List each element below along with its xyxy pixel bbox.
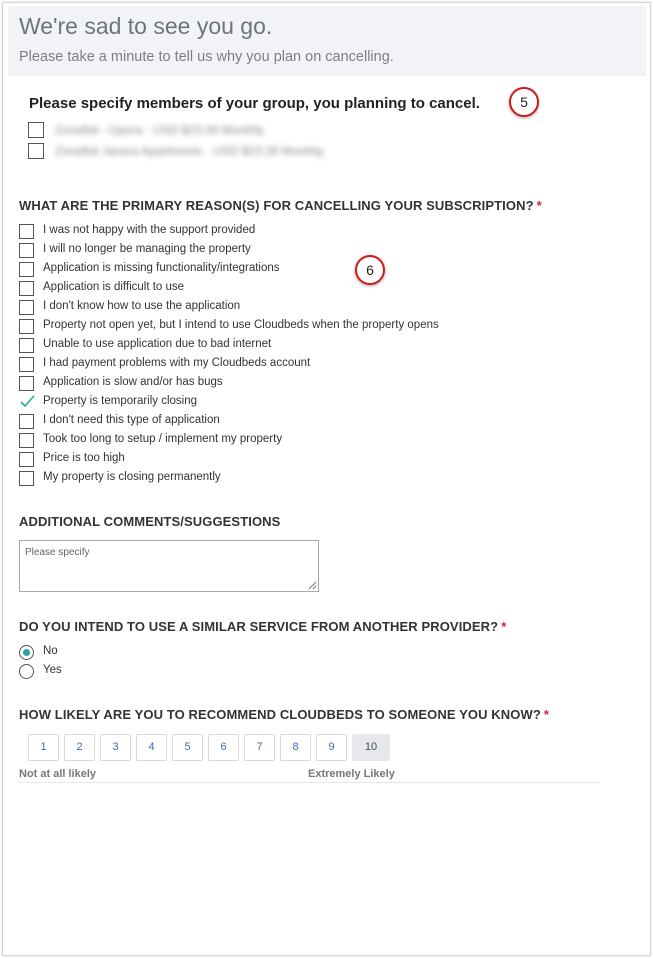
reason-checkbox[interactable] bbox=[19, 281, 34, 296]
reason-label: Application is difficult to use bbox=[43, 281, 185, 293]
reason-label: Property not open yet, but I intend to use Cloudbeds when the property opens bbox=[43, 319, 439, 331]
reason-checkbox[interactable] bbox=[19, 471, 34, 486]
members-title: Please specify members of your group, you planning to cancel. bbox=[29, 95, 480, 112]
scale-button-8[interactable]: 8 bbox=[280, 734, 311, 761]
reason-label: I will no longer be managing the property bbox=[43, 243, 251, 255]
comments-placeholder: Please specify bbox=[25, 547, 90, 558]
reason-checkbox[interactable] bbox=[19, 300, 34, 315]
reason-label: Price is too high bbox=[43, 452, 125, 464]
reasons-title: WHAT ARE THE PRIMARY REASON(S) FOR CANCELLING YOUR SUBSCRIPTION? * bbox=[19, 198, 542, 213]
reason-label: I don't need this type of application bbox=[43, 414, 220, 426]
member-label: Zonaflat - Opera · USD $23.00 Monthly bbox=[55, 123, 264, 137]
resize-grip-icon[interactable] bbox=[308, 581, 317, 590]
scale-button-6[interactable]: 6 bbox=[208, 734, 239, 761]
provider-label: No bbox=[43, 645, 58, 657]
reason-label: Unable to use application due to bad internet bbox=[43, 338, 272, 350]
reason-checkbox[interactable] bbox=[19, 414, 34, 429]
scale-button-1[interactable]: 1 bbox=[28, 734, 59, 761]
divider bbox=[19, 782, 600, 783]
reason-label: Property is temporarily closing bbox=[43, 395, 198, 407]
reason-checkbox[interactable] bbox=[19, 357, 34, 372]
reason-label: Application is missing functionality/integrations bbox=[43, 262, 280, 274]
scale-button-9[interactable]: 9 bbox=[316, 734, 347, 761]
radio-selected[interactable] bbox=[19, 645, 34, 660]
reason-checkbox[interactable] bbox=[19, 243, 34, 258]
annotation-badge-6: 6 bbox=[355, 255, 385, 285]
reason-checkbox[interactable] bbox=[19, 376, 34, 391]
member-checkbox[interactable] bbox=[28, 143, 44, 159]
reason-checkbox[interactable] bbox=[19, 319, 34, 334]
scale-button-3[interactable]: 3 bbox=[100, 734, 131, 761]
reason-checkbox[interactable] bbox=[19, 338, 34, 353]
required-mark: * bbox=[501, 619, 507, 634]
reason-label: I had payment problems with my Cloudbeds account bbox=[43, 357, 311, 369]
recommend-title: HOW LIKELY ARE YOU TO RECOMMEND CLOUDBEDS TO SOMEONE YOU KNOW? * bbox=[19, 707, 550, 722]
scale-button-2[interactable]: 2 bbox=[64, 734, 95, 761]
required-mark: * bbox=[543, 707, 550, 722]
page-subtitle: Please take a minute to tell us why you plan on cancelling. bbox=[19, 49, 394, 65]
scale-button-5[interactable]: 5 bbox=[172, 734, 203, 761]
scale-button-7[interactable]: 7 bbox=[244, 734, 275, 761]
checkmark-icon[interactable] bbox=[20, 394, 35, 409]
annotation-badge-5: 5 bbox=[509, 87, 539, 117]
scale-button-10[interactable]: 10 bbox=[352, 734, 390, 761]
reason-label: I don't know how to use the application bbox=[43, 300, 241, 312]
radio-unselected[interactable] bbox=[19, 664, 34, 679]
scale-low-label: Not at all likely bbox=[19, 768, 97, 780]
provider-label: Yes bbox=[43, 664, 62, 676]
reason-checkbox[interactable] bbox=[19, 262, 34, 277]
scale-button-4[interactable]: 4 bbox=[136, 734, 167, 761]
form-header bbox=[8, 6, 646, 76]
required-mark: * bbox=[536, 198, 542, 213]
page-title: We're sad to see you go. bbox=[19, 13, 273, 39]
reason-checkbox[interactable] bbox=[19, 452, 34, 467]
reason-label: I was not happy with the support provided bbox=[43, 224, 256, 236]
reason-checkbox[interactable] bbox=[19, 224, 34, 239]
member-checkbox[interactable] bbox=[28, 122, 44, 138]
reason-label: Took too long to setup / implement my property bbox=[43, 433, 283, 445]
reason-label: My property is closing permanently bbox=[43, 471, 221, 483]
reason-label: Application is slow and/or has bugs bbox=[43, 376, 223, 388]
comments-textarea[interactable] bbox=[19, 540, 319, 592]
member-label: Zonaflat Janara Apartments · USD $23.28 Monthly bbox=[55, 144, 324, 158]
provider-title: DO YOU INTEND TO USE A SIMILAR SERVICE FROM ANOTHER PROVIDER? * bbox=[19, 619, 507, 634]
reason-checkbox[interactable] bbox=[19, 433, 34, 448]
scale-high-label: Extremely Likely bbox=[308, 768, 395, 780]
comments-title: ADDITIONAL COMMENTS/SUGGESTIONS bbox=[19, 514, 281, 529]
